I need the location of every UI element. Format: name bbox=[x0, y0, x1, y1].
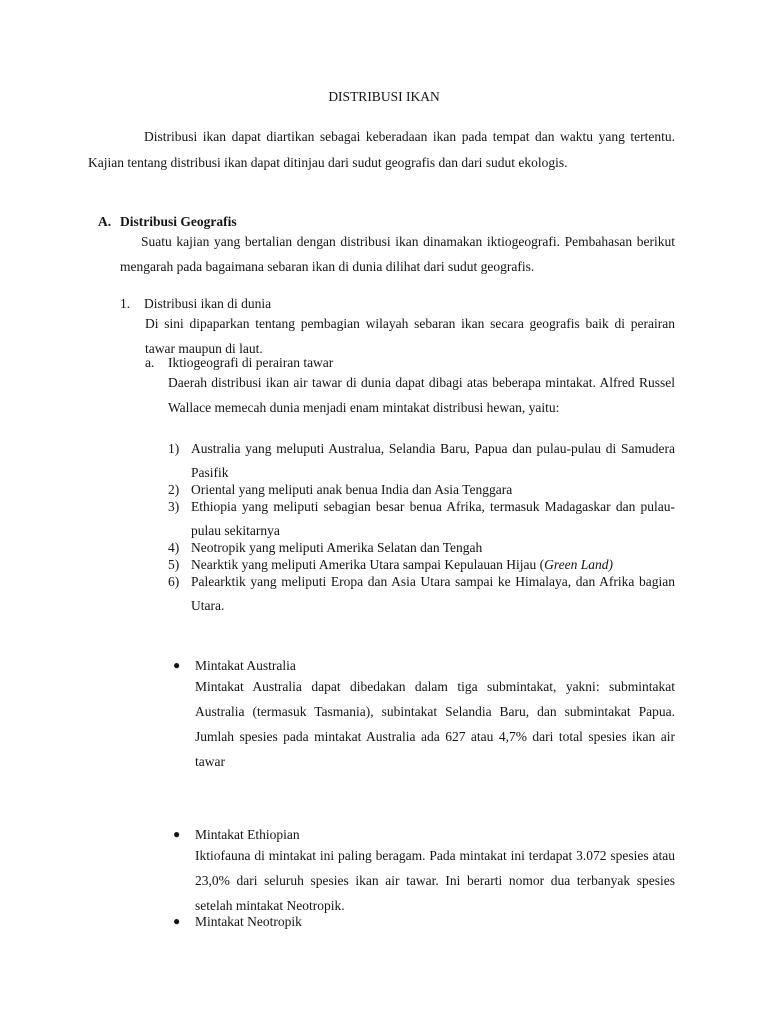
section-a-title: Distribusi Geografis bbox=[120, 214, 237, 229]
item-a-paragraph: Daerah distribusi ikan air tawar di dunia dapat dibagi atas beberapa mintakat. Alfred Russel Wallace memecah dunia menjadi enam mintakat distribusi hewan, yaitu: bbox=[168, 375, 675, 415]
section-a-heading bbox=[98, 213, 237, 230]
item-1-paragraph: Di sini dipaparkan tentang pembagian wilayah sebaran ikan secara geografis baik di perairan tawar maupun di laut. bbox=[145, 316, 675, 356]
bullet-heading: Mintakat Australia bbox=[195, 658, 296, 673]
list-item-number: 5) bbox=[168, 557, 180, 572]
item-a-title: Iktiogeografi di perairan tawar bbox=[168, 355, 334, 370]
list-item-text: Neotropik yang meliputi Amerika Selatan dan Tengah bbox=[191, 540, 483, 555]
item-1-title: Distribusi ikan di dunia bbox=[144, 296, 272, 311]
list-item-number: 3) bbox=[168, 499, 180, 514]
item-1-marker: 1. bbox=[120, 296, 131, 311]
list-item-number: 1) bbox=[168, 441, 180, 456]
list-item-number: 6) bbox=[168, 574, 180, 589]
list-item-italic-text: Green Land) bbox=[544, 557, 614, 572]
list-item bbox=[168, 570, 675, 618]
bullet-paragraph: Mintakat Australia dapat dibedakan dalam tiga submintakat, yakni: submintakat Australia (termasuk Tasmania), subintakat Selandia Baru, dan submintakat Papua. Jumlah spesies pada mintakat Australia ada 627 atau 4,7% dari total spesies ikan air tawar bbox=[195, 679, 675, 769]
list-item-text: Nearktik yang meliputi Amerika Utara sampai Kepulauan Hijau ( bbox=[191, 557, 545, 572]
bullet-mintakat-ethiopian bbox=[168, 826, 675, 918]
bullet-paragraph: Iktiofauna di mintakat ini paling beragam. Pada mintakat ini terdapat 3.072 spesies atau 23,0% dari seluruh spesies ikan air tawar. Ini berarti nomor dua terbanyak spesies setelah mintakat Neotropik. bbox=[195, 848, 675, 913]
list-item-number: 4) bbox=[168, 540, 180, 555]
bullet-mintakat-australia bbox=[168, 657, 675, 774]
item-a-heading bbox=[145, 354, 333, 371]
bullet-icon: ● bbox=[173, 914, 181, 928]
intro-paragraph: Distribusi ikan dapat diartikan sebagai keberadaan ikan pada tempat dan waktu yang tertentu. Kajian tentang distribusi ikan dapat ditinjau dari sudut geografis dan dari sudut ekologis. bbox=[88, 129, 675, 170]
bullet-heading: Mintakat Ethiopian bbox=[195, 827, 300, 842]
bullet-heading: Mintakat Neotropik bbox=[195, 914, 302, 929]
list-item-text: Australia yang meluputi Australua, Selandia Baru, Papua dan pulau-pulau di Samudera Pasifik bbox=[191, 441, 675, 480]
item-1-heading bbox=[120, 295, 271, 312]
bullet-mintakat-neotropik bbox=[168, 913, 675, 930]
section-a-marker: A. bbox=[98, 214, 112, 229]
list-item-text: Palearktik yang meliputi Eropa dan Asia Utara sampai ke Himalaya, dan Afrika bagian Utara. bbox=[191, 574, 675, 613]
section-a-paragraph: Suatu kajian yang bertalian dengan distribusi ikan dinamakan iktiogeografi. Pembahasan berikut mengarah pada bagaimana sebaran ikan di dunia dilihat dari sudut geografis. bbox=[120, 234, 675, 274]
item-a-marker: a. bbox=[145, 355, 155, 370]
mintakat-list bbox=[168, 437, 675, 611]
bullet-icon: ● bbox=[173, 658, 181, 672]
list-item-number: 2) bbox=[168, 482, 180, 497]
list-item-text: Oriental yang meliputi anak benua India dan Asia Tenggara bbox=[191, 482, 513, 497]
list-item-text: Ethiopia yang meliputi sebagian besar benua Afrika, termasuk Madagaskar dan pulau-pulau sekitarnya bbox=[191, 499, 675, 538]
bullet-icon: ● bbox=[173, 827, 181, 841]
document-title: DISTRIBUSI IKAN bbox=[328, 89, 440, 104]
